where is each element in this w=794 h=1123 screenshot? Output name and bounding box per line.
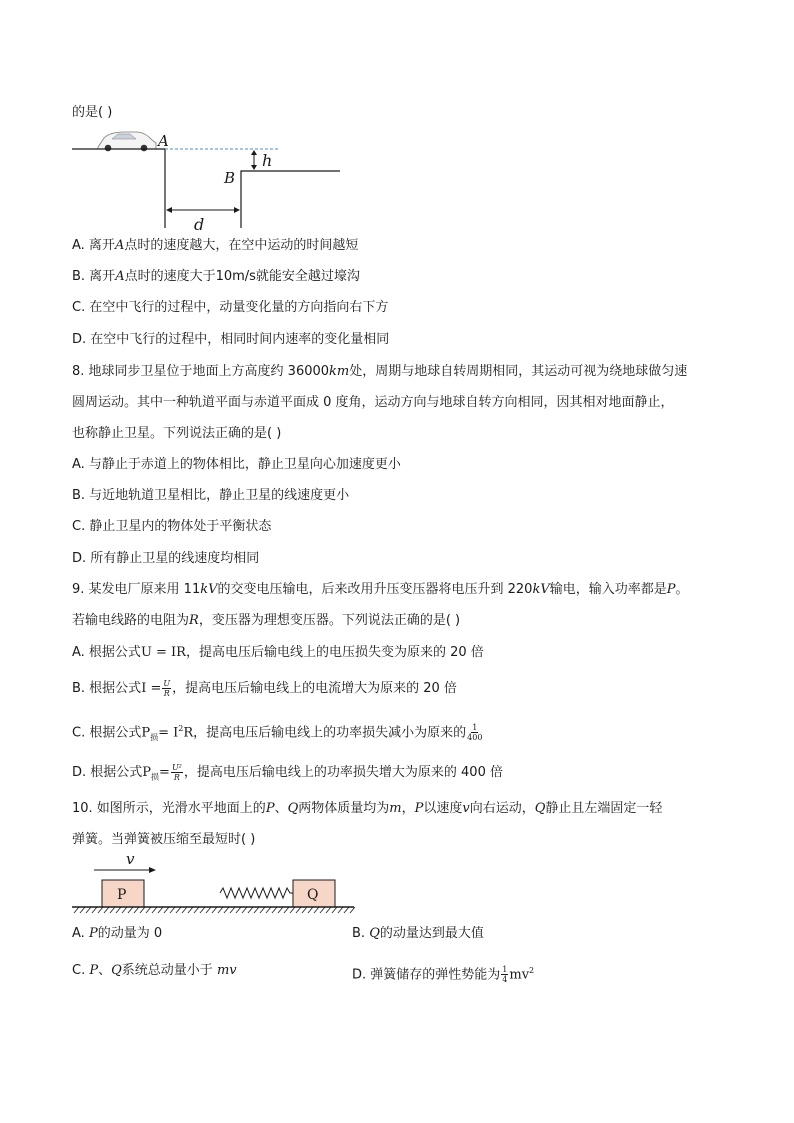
hatch-mark: [242, 907, 247, 913]
hatch-mark: [236, 907, 241, 913]
hatch-mark: [326, 907, 331, 913]
hatch-mark: [74, 907, 79, 913]
hatch-mark: [164, 907, 169, 913]
hatch-mark: [350, 907, 355, 913]
hatch-mark: [98, 907, 103, 913]
hatch-mark: [134, 907, 139, 913]
left-ground-line: [72, 149, 165, 228]
q9-option-b: B. 根据公式I = $\frac{U}{R}$ ，提高电压后输电线上的电流增大为原来的 20 倍: [72, 679, 457, 698]
hatch-mark: [254, 907, 259, 913]
q7-ditch-figure: [72, 122, 352, 232]
q10-option-b: B. Q的动量达到最大值: [352, 926, 484, 941]
label-a: A: [158, 132, 169, 150]
q8-stem-line2: 圆周运动。其中一种轨道平面与赤道平面成 0 度角，运动方向与地球自转方向相同，因其相对地面静止，: [72, 395, 674, 410]
hatch-mark: [200, 907, 205, 913]
fraction-u-over-r: $\frac{U}{R}$: [163, 679, 171, 698]
hatch-mark: [188, 907, 193, 913]
hatch-mark: [194, 907, 199, 913]
hatch-mark: [140, 907, 145, 913]
hatch-mark: [314, 907, 319, 913]
hatch-mark: [86, 907, 91, 913]
hatch-mark: [290, 907, 295, 913]
hatch-mark: [266, 907, 271, 913]
q10-stem-line2: 弹簧。当弹簧被压缩至最短时( ): [72, 832, 256, 847]
hatch-mark: [122, 907, 127, 913]
hatch-mark: [248, 907, 253, 913]
q10-option-d: D. 弹簧储存的弹性势能为 $\frac{1}{4}$ $mv^2$: [352, 965, 535, 985]
label-d: d: [194, 215, 205, 232]
hatch-mark: [182, 907, 187, 913]
q9-option-d: D. 根据公式$P_损=$ $\frac{\text{U²}}{R}$ ，提高电压后输电线上的功率损失增大为原来的 400 倍: [72, 763, 503, 782]
hatch-mark: [272, 907, 277, 913]
hatch-mark: [218, 907, 223, 913]
q8-option-a: A. 与静止于赤道上的物体相比，静止卫星向心加速度更小: [72, 457, 401, 472]
hatch-mark: [344, 907, 349, 913]
q9-stem-line1: 9. 某发电厂原来用 11kV的交变电压输电，后来改用升压变压器将电压升到 220kV输电，输入功率都是P。: [72, 582, 689, 597]
fraction-1-over-4: $\frac{1}{4}$: [502, 965, 508, 985]
hatch-mark: [284, 907, 289, 913]
hatch-mark: [332, 907, 337, 913]
right-ground-line: [241, 171, 340, 228]
hatch-mark: [152, 907, 157, 913]
q8-stem-line3: 也称静止卫星。下列说法正确的是( ): [72, 426, 282, 441]
q8-option-c: C. 静止卫星内的物体处于平衡状态: [72, 519, 272, 534]
hatch-mark: [170, 907, 175, 913]
spring: [220, 888, 293, 898]
hatch-mark: [224, 907, 229, 913]
svg-text:Q: Q: [307, 887, 319, 903]
q8-stem-line1: 8. 地球同步卫星位于地面上方高度约 36000km处，周期与地球自转周期相同，其运动可视为绕地球做匀速: [72, 364, 688, 379]
q7-option-b: B. 离开A点时的速度大于10m/s就能安全越过壕沟: [72, 269, 360, 284]
q7-option-c: C. 在空中飞行的过程中，动量变化量的方向指向右下方: [72, 300, 389, 315]
hatch-mark: [104, 907, 109, 913]
fraction-1-over-400: $\frac{1}{400}$: [467, 723, 483, 743]
q10-stem-line1: 10. 如图所示，光滑水平地面上的P、Q两物体质量均为m，P以速度v向右运动，Q静止且左端固定一轻: [72, 801, 663, 816]
hatch-mark: [302, 907, 307, 913]
hatch-mark: [128, 907, 133, 913]
q7-stem-tail: 的是( ): [72, 105, 113, 120]
hatch-mark: [308, 907, 313, 913]
svg-text:P: P: [117, 887, 127, 903]
hatch-mark: [176, 907, 181, 913]
hatch-mark: [296, 907, 301, 913]
hatch-mark: [230, 907, 235, 913]
q7-option-a: A. 离开A点时的速度越大，在空中运动的时间越短: [72, 238, 359, 253]
q9-option-a: A. 根据公式U = IR，提高电压后输电线上的电压损失变为原来的 20 倍: [72, 645, 484, 660]
q10-option-a: A. P的动量为 0: [72, 926, 163, 941]
label-h: h: [262, 151, 273, 170]
q8-option-b: B. 与近地轨道卫星相比，静止卫星的线速度更小: [72, 488, 350, 503]
hatch-mark: [110, 907, 115, 913]
hatch-mark: [80, 907, 85, 913]
q9-option-c: C. 根据公式$P_损= I^2R$，提高电压后输电线上的功率损失减小为原来的 $\frac{1}{400}$: [72, 723, 483, 743]
ground-hatching: [74, 907, 355, 913]
hatch-mark: [212, 907, 217, 913]
fraction-u2-over-r: $\frac{\text{U²}}{R}$: [171, 763, 182, 782]
q10-option-c: C. P、Q系统总动量小于 mv: [72, 963, 237, 978]
hatch-mark: [278, 907, 283, 913]
hatch-mark: [260, 907, 265, 913]
q9-stem-line2: 若输电线路的电阻为R，变压器为理想变压器。下列说法正确的是( ): [72, 613, 461, 628]
label-v: v: [126, 850, 135, 868]
label-b: B: [224, 169, 236, 187]
hatch-mark: [92, 907, 97, 913]
hatch-mark: [206, 907, 211, 913]
hatch-mark: [320, 907, 325, 913]
hatch-mark: [158, 907, 163, 913]
q7-option-d: D. 在空中飞行的过程中，相同时间内速率的变化量相同: [72, 332, 390, 347]
q8-option-d: D. 所有静止卫星的线速度均相同: [72, 551, 260, 566]
hatch-mark: [338, 907, 343, 913]
q10-spring-figure: [72, 850, 362, 918]
hatch-mark: [116, 907, 121, 913]
hatch-mark: [146, 907, 151, 913]
